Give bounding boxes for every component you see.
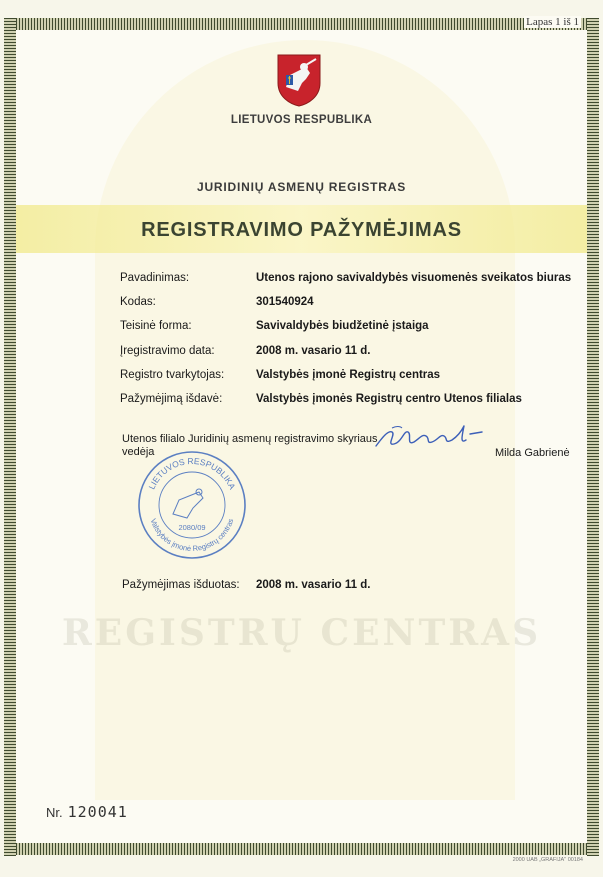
field-label: Pažymėjimą išdavė: (120, 392, 223, 405)
field-label: Įregistravimo data: (120, 344, 215, 357)
decorative-border-bottom (4, 843, 599, 855)
page-marker: Lapas 1 iš 1 (526, 16, 579, 28)
issue-date-label: Pažymėjimas išduotas: (122, 579, 240, 591)
registry-heading: JURIDINIŲ ASMENŲ REGISTRAS (196, 180, 407, 194)
issue-date-value: 2008 m. vasario 11 d. (256, 579, 371, 591)
signatory-position: Utenos filialo Juridinių asmenų registravimo skyriaus vedėja (122, 433, 378, 458)
field-value: Savivaldybės biudžetinė įstaiga (256, 320, 429, 333)
issue-date-row (122, 579, 371, 591)
decorative-border-top (4, 18, 599, 30)
field-label: Registro tvarkytojas: (120, 368, 225, 381)
serial-prefix: Nr. (46, 805, 63, 820)
field-value: Valstybės įmonė Registrų centras (256, 368, 441, 381)
field-value: 301540924 (256, 296, 314, 309)
field-value: Valstybės įmonės Registrų centro Utenos filialas (256, 392, 522, 405)
stamp-top-text: LIETUVOS RESPUBLIKA (146, 455, 238, 491)
stamp-bottom-text: Valstybės įmonė Registrų centras (148, 517, 236, 554)
field-label: Teisinė forma: (120, 320, 192, 333)
signature-icon (372, 416, 490, 458)
stamp-number: 2080/09 (178, 523, 206, 532)
watermark-text: REGISTRŲ CENTRAS (61, 612, 542, 654)
serial-number (46, 803, 128, 821)
field-value: Utenos rajono savivaldybės visuomenės sveikatos biuras (256, 272, 572, 284)
field-label: Pavadinimas: (120, 272, 190, 284)
certificate-title: REGISTRAVIMO PAŽYMĖJIMAS (141, 219, 462, 241)
field-label: Kodas: (120, 296, 156, 309)
coat-of-arms-icon (276, 53, 322, 107)
decorative-border-left (4, 18, 16, 856)
official-stamp (137, 450, 247, 560)
field-value: 2008 m. vasario 11 d. (256, 344, 371, 357)
signatory-name: Milda Gabrienė (495, 447, 570, 459)
printer-note: 2000 UAB „GRAFIJA" 00184 (512, 857, 583, 863)
serial-value: 120041 (67, 803, 128, 821)
decorative-border-right (587, 18, 599, 856)
country-heading: LIETUVOS RESPUBLIKA (230, 114, 373, 126)
